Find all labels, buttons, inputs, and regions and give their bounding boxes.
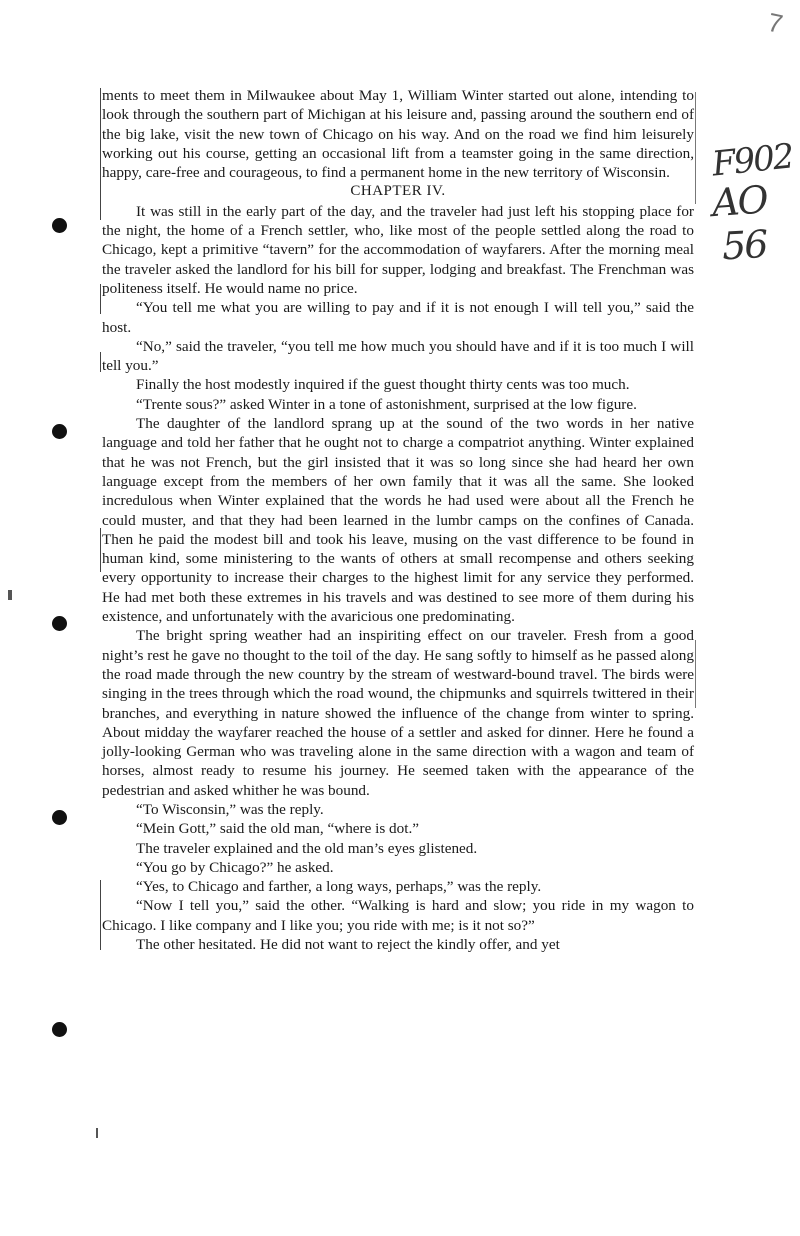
paragraph: “Trente sous?” asked Winter in a tone of astonishment, surprised at the low figure. <box>136 395 637 413</box>
body-text <box>102 86 694 954</box>
corner-page-mark: 7 <box>764 6 786 40</box>
handwritten-note-2: AO <box>710 177 769 226</box>
handwritten-note-1: F902 <box>710 136 795 185</box>
punch-hole-icon <box>52 424 67 439</box>
paragraph: “No,” said the traveler, “you tell me how much you should have and if it is too much I will tell you.” <box>102 337 694 375</box>
scan-speck <box>8 590 12 600</box>
paragraph: Finally the host modestly inquired if the guest thought thirty cents was too much. <box>136 376 630 394</box>
punch-hole-icon <box>52 616 67 631</box>
punch-hole-icon <box>52 1022 67 1037</box>
paragraph: “Now I tell you,” said the other. “Walking is hard and slow; you ride in my wagon to Chicago. I like company and I like you; you ride with me; is it not so?” <box>102 897 694 934</box>
paragraph: It was still in the early part of the day, and the traveler had just left his stopping place for the night, the home of a French settler, who, like most of the people settled along the road to Chicago, kept a primitive “tavern” for the accommodation of wayfarers. After the morning meal the traveler asked the landlord for his bill for supper, lodging and breakfast. The Frenchman was politeness itself. He would name no price. <box>102 202 694 297</box>
punch-hole-icon <box>52 218 67 233</box>
paragraph: “Yes, to Chicago and farther, a long ways, perhaps,” was the reply. <box>136 878 542 896</box>
handwritten-note-3: 56 <box>720 222 768 269</box>
paragraph: “You tell me what you are willing to pay and if it is not enough I will tell you,” said the host. <box>102 299 694 336</box>
margin-rule <box>100 284 101 314</box>
right-margin-rule <box>695 92 696 204</box>
paragraph: The daughter of the landlord sprang up at the sound of the two words in her native language and told her father that he ought not to charge a compatriot anything. Winter explained that he was not French, but the girl insisted that it was so long since she had heard her own language except from the members of her own family that it was all the same. She looked incredulous when Winter explained that the words he had used were about all the French he could muster, and that they had been learned in the lumbr camps on the confines of Canada. Then he paid the modest bill and took his leave, musing on the vast difference to be found in human kind, some ministering to the wants of others at small recompense and others seeking every opportunity to increase their charges to the highest limit for any service they performed. He had met both these extremes in his travels and was destined to see more of them during his existence, and unfortunately with the avaricious one predominating. <box>102 415 694 626</box>
paragraph: “Mein Gott,” said the old man, “where is dot.” <box>136 820 420 838</box>
punch-hole-icon <box>52 810 67 825</box>
margin-rule <box>100 880 101 950</box>
paragraph: The bright spring weather had an inspiriting effect on our traveler. Fresh from a good night’s rest he gave no thought to the toil of the day. He sang softly to himself as he passed along the road made through the new country by the stream of westward-bound travel. The birds were singing in the trees through which the road wound, the chipmunks and squirrels twittered in their branches, and everything in nature showed the influence of the change from winter to spring. About midday the wayfarer reached the house of a settler and asked for dinner. Here he found a jolly-looking German who was traveling alone in the same direction with a wagon and team of horses, almost ready to resume his journey. He seemed taken with the appearance of the pedestrian and asked whither he was bound. <box>102 627 694 799</box>
paragraph: The other hesitated. He did not want to reject the kindly offer, and yet <box>136 936 560 954</box>
paragraph: “You go by Chicago?” he asked. <box>136 858 334 876</box>
paragraph: “To Wisconsin,” was the reply. <box>136 800 324 818</box>
margin-rule <box>100 352 101 372</box>
right-margin-rule <box>695 640 696 708</box>
scan-speck <box>96 1128 98 1138</box>
margin-rule <box>100 88 101 220</box>
paragraph: The traveler explained and the old man’s eyes glistened. <box>136 839 478 857</box>
paragraph-continued: ments to meet them in Milwaukee about May 1, William Winter started out alone, intending to look through the southern part of Michigan at his leisure and, passing around the southern end of the big lake, visit the new town of Chicago on his way. And on the road we find him leisurely working out his course, getting an occasional lift from a teamster going in the same direction, happy, care-free and courageous, to find a permanent home in the new territory of Wisconsin. <box>102 87 694 182</box>
chapter-heading: CHAPTER IV. <box>350 183 446 200</box>
margin-rule <box>100 528 101 572</box>
